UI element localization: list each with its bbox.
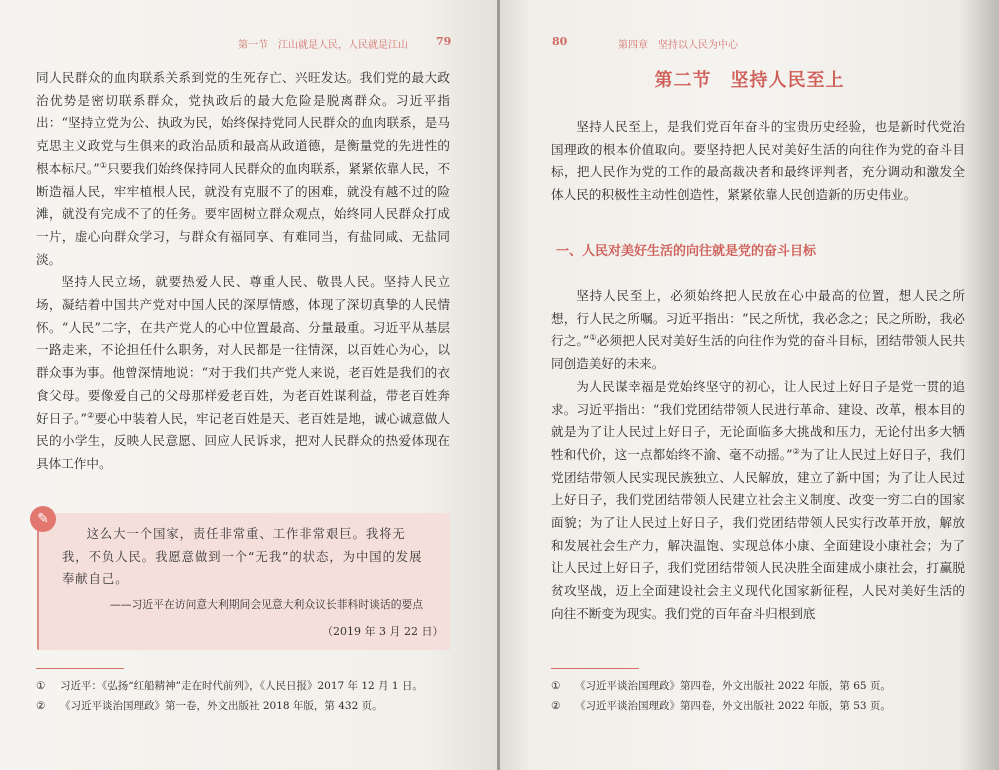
footnote-divider [36, 668, 124, 669]
footnote-ref[interactable]: ② [792, 446, 800, 456]
section-title: 第二节 坚持人民至上 [654, 70, 845, 91]
footnote-ref[interactable]: ① [99, 160, 108, 170]
footnote-text: 《习近平谈治国理政》第四卷，外文出版社 2022 年版，第 65 页。 [575, 680, 891, 692]
left-body-text [36, 67, 450, 476]
right-page [500, 0, 999, 770]
paragraph: 坚持人民至上，是我们党百年奋斗的宝贵历史经验，也是新时代党治国理政的根本价值取向。要坚持把人民对美好生活的向往作为党的奋斗目标，把人民作为党的工作的最高裁决者和最终评判者，充分调动和激发全体人民的积极性主动性创造性，紧紧依靠人民创造新的历史伟业。 [551, 119, 965, 203]
footnote-ref[interactable]: ② [86, 410, 95, 420]
paragraph-text: 必须把人民对美好生活的向往作为党的奋斗目标，团结带领人民共同创造美好的未来。 [551, 333, 966, 372]
left-page [0, 0, 497, 770]
quote-text [62, 523, 427, 591]
paragraph-text: 为人民谋幸福是党始终坚守的初心，让人民过上好日子是党一贯的追求。习近平指出：“我们党团结带领人民进行革命、建设、改革，根本目的就是为了让人民过上好日子，无论面临多大挑战和压力，无论付出多大牺牲和代价，这一点都始终不渝、毫不动摇。” [551, 378, 965, 462]
footnote-divider [551, 668, 639, 669]
paragraph-text: 坚持人民立场，就要热爱人民、尊重人民、敬畏人民。坚持人民立场，凝结着中国共产党对中国人民的深厚情感，体现了深切真挚的人民情怀。“人民”二字，在共产党人的心中位置最高、分量最重。习近平从基层一路走来，不论担任什么职务，对人民都是一往情深，以百姓心为心，以群众事为事。他曾深情地说：“对于我们共产党人来说，老百姓是我们的衣食父母。要像爱自己的父母那样爱老百姓，为老百姓谋利益，带老百姓奔好日子。” [36, 274, 450, 426]
paragraph [36, 67, 450, 271]
running-header: 第四章 坚持以人民为中心 [618, 40, 738, 51]
subheading: 一、人民对美好生活的向往就是党的奋斗目标 [556, 244, 817, 259]
paragraph-text: 只要我们始终保持同人民群众的血肉联系，紧紧依靠人民，不断造福人民，牢牢植根人民，就没有克服不了的困难，就没有越不过的险滩，就没有完成不了的任务。要牢固树立群众观点，始终同人民群众打成一片，虚心向群众学习，与群众有福同享、有难同当，有盐同咸、无盐同淡。 [36, 160, 451, 267]
footnote-ref[interactable]: ① [589, 333, 597, 343]
footnote [36, 696, 423, 716]
paragraph-text: 坚持人民至上，必须始终把人民放在心中最高的位置，想人民之所想，行人民之所嘱。习近平指出：“民之所忧，我必念之；民之所盼，我必行之。” [551, 288, 965, 349]
footnotes [36, 676, 423, 716]
quote-date: （2019 年 3 月 22 日） [322, 625, 444, 638]
page-number: 79 [436, 35, 452, 48]
intro-text [551, 116, 965, 207]
running-header: 第一节 江山就是人民，人民就是江山 [238, 40, 408, 51]
paragraph-text: 为了让人民过上好日子，我们党团结带领人民实现民族独立、人民解放，建立了新中国；为了让人民过上好日子，我们党团结带领人民建立社会主义制度、改变一穷二白的国家面貌；为了让人民过上好日子，我们党团结带领人民实行改革开放，解放和发展社会生产力，解决温饱、实现总体小康、全面建设小康社会；为了让人民过上好日子，我们党团结带领人民决胜全面建成小康社会，打赢脱贫攻坚战，迈上全面建设社会主义现代化国家新征程，人民对美好生活的向往不断变为现实。我们党的百年奋斗归根到底 [551, 446, 966, 621]
pencil-note-icon: ✎ [30, 506, 56, 532]
paragraph [551, 285, 965, 376]
paragraph-text: 同人民群众的血肉联系关系到党的生死存亡、兴旺发达。我们党的最大政治优势是密切联系群众，党执政后的最大危险是脱离群众。习近平指出：“坚持立党为公、执政为民，始终保持党同人民群众的血肉联系，是马克思主义政党与生俱来的政治品质和最高从政道德，是衡量党的先进性的根本标尺。” [36, 70, 450, 176]
footnote-text: 习近平：《弘扬“红船精神”走在时代前列》，《人民日报》2017 年 12 月 1 日。 [60, 680, 423, 692]
page-number: 80 [552, 35, 568, 48]
footnote-mark: ① [551, 680, 561, 692]
footnote [36, 676, 423, 696]
footnote-text: 《习近平谈治国理政》第一卷，外文出版社 2018 年版，第 432 页。 [60, 700, 383, 712]
paragraph-text: 要心中装着人民，牢记老百姓是天、老百姓是地，诚心诚意做人民的小学生，反映人民意愿、回应人民诉求，把对人民群众的热爱体现在具体工作中。 [36, 410, 451, 471]
footnote [551, 696, 891, 716]
paragraph [551, 376, 965, 626]
footnotes [551, 676, 891, 716]
quote-body: 这么大一个国家，责任非常重、工作非常艰巨。我将无我，不负人民。我愿意做到一个“无我”的状态，为中国的发展奉献自己。 [62, 527, 423, 586]
paragraph [36, 271, 450, 475]
footnote-mark: ② [551, 700, 561, 712]
quote-source: ——习近平在访问意大利期间会见意大利众议长菲科时谈话的要点 [110, 598, 424, 611]
footnote-mark: ② [36, 700, 46, 712]
footnote-text: 《习近平谈治国理政》第四卷，外文出版社 2022 年版，第 53 页。 [575, 700, 891, 712]
footnote [551, 676, 891, 696]
footnote-mark: ① [36, 680, 46, 692]
right-body-text [551, 285, 965, 626]
